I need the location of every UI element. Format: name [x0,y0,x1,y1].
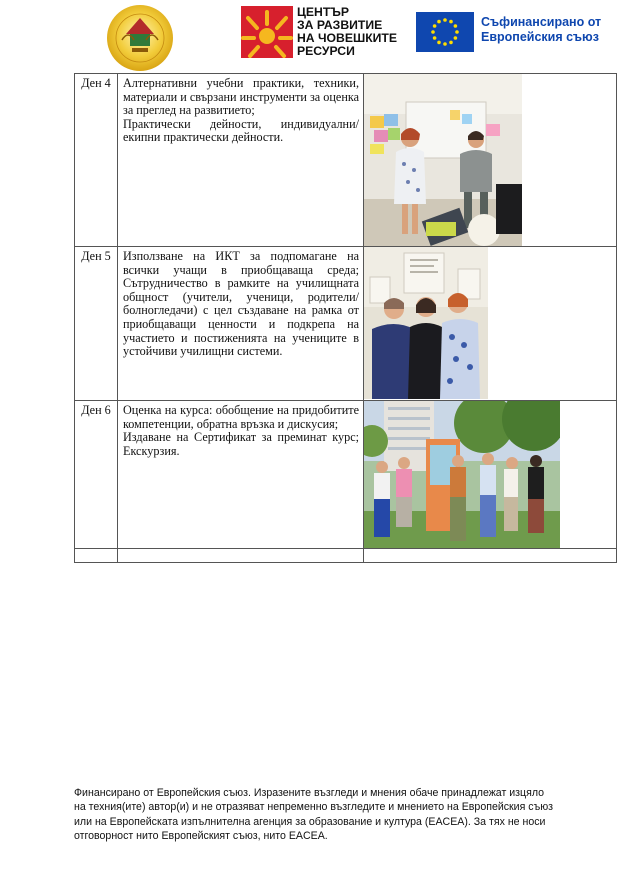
photo-cell [364,549,617,563]
description-line: Практически дейности, индивидуални/екипни практически дейности. [123,116,359,145]
hrc-line: ЗА РАЗВИТИЕ [297,18,383,32]
eu-star-icon [437,20,441,24]
table-row [75,549,617,563]
hrc-sun-icon [241,6,293,58]
eu-star-icon [433,24,437,28]
description-cell [118,247,364,401]
hrc-logo-text [297,6,417,58]
day-cell: Ден 5 [75,247,118,401]
photo-group-outdoors [364,401,560,548]
eu-line: Съфинансирано от [481,15,602,29]
day-cell [75,549,118,563]
school-crest-icon [106,4,174,72]
description-line: Алтернативни учебни практики, техники, материали и свързани инструменти за оценка за преглед на развитието; [123,76,359,118]
table-row [75,247,617,401]
photo-cell [364,74,617,247]
description-cell [118,549,364,563]
table-row [75,401,617,549]
eu-star-icon [449,41,453,45]
description-cell [118,74,364,247]
photo-three-women-indoors [364,247,488,399]
description-line: Използване на ИКТ за подпомагане на всички учащи в приобщаваща среда; Сътрудничество в рамките на училищната общност (учители, ученици, родители/болногледачи) с цел създаване на рамка от приобщаващи ценности и подкрепа на участието и постиженията на учениците в устойчиви училищни системи. [123,249,359,359]
description-line: Оценка на курса: обобщение на придобитите компетенции, обратна връзка и дискусия; [123,403,359,431]
table-row [75,74,617,247]
eu-line: Европейския съюз [481,30,599,44]
description-cell [118,401,364,549]
school-logo [106,4,174,72]
photo-classroom-two-women [364,74,522,246]
description-line: Издаване на Сертификат за преминат курс; Екскурзия. [123,430,359,458]
hrc-line: ЦЕНТЪР [297,5,350,19]
day-cell: Ден 6 [75,401,118,549]
day-cell: Ден 4 [75,74,118,247]
hrc-line: РЕСУРСИ [297,44,355,58]
program-table [74,73,617,563]
eu-flag-icon [416,12,474,52]
photo-cell [364,247,617,401]
eu-logo-text [481,15,621,45]
eu-star-icon [437,41,441,45]
eu-star-icon [455,30,459,34]
eu-star-icon [449,20,453,24]
hrc-line: НА ЧОВЕШКИТЕ [297,31,397,45]
eu-star-icon [443,18,447,22]
eu-star-icon [454,24,458,28]
eu-star-icon [443,42,447,46]
eu-star-icon [431,30,435,34]
eu-star-icon [454,36,458,40]
funding-disclaimer: Финансирано от Европейския съюз. Изразените възгледи и мнения обаче принадлежат изцяло на техния(ите) автор(и) и не отразяват непременно възгледите и мнението на Европейския съюз или на Европейската изпълнителна агенция за образование и култура (EACEA). За тях не носи отговорност нито Европейският съюз, нито EACEA. [74,787,554,843]
eu-star-icon [433,36,437,40]
photo-cell [364,401,617,549]
